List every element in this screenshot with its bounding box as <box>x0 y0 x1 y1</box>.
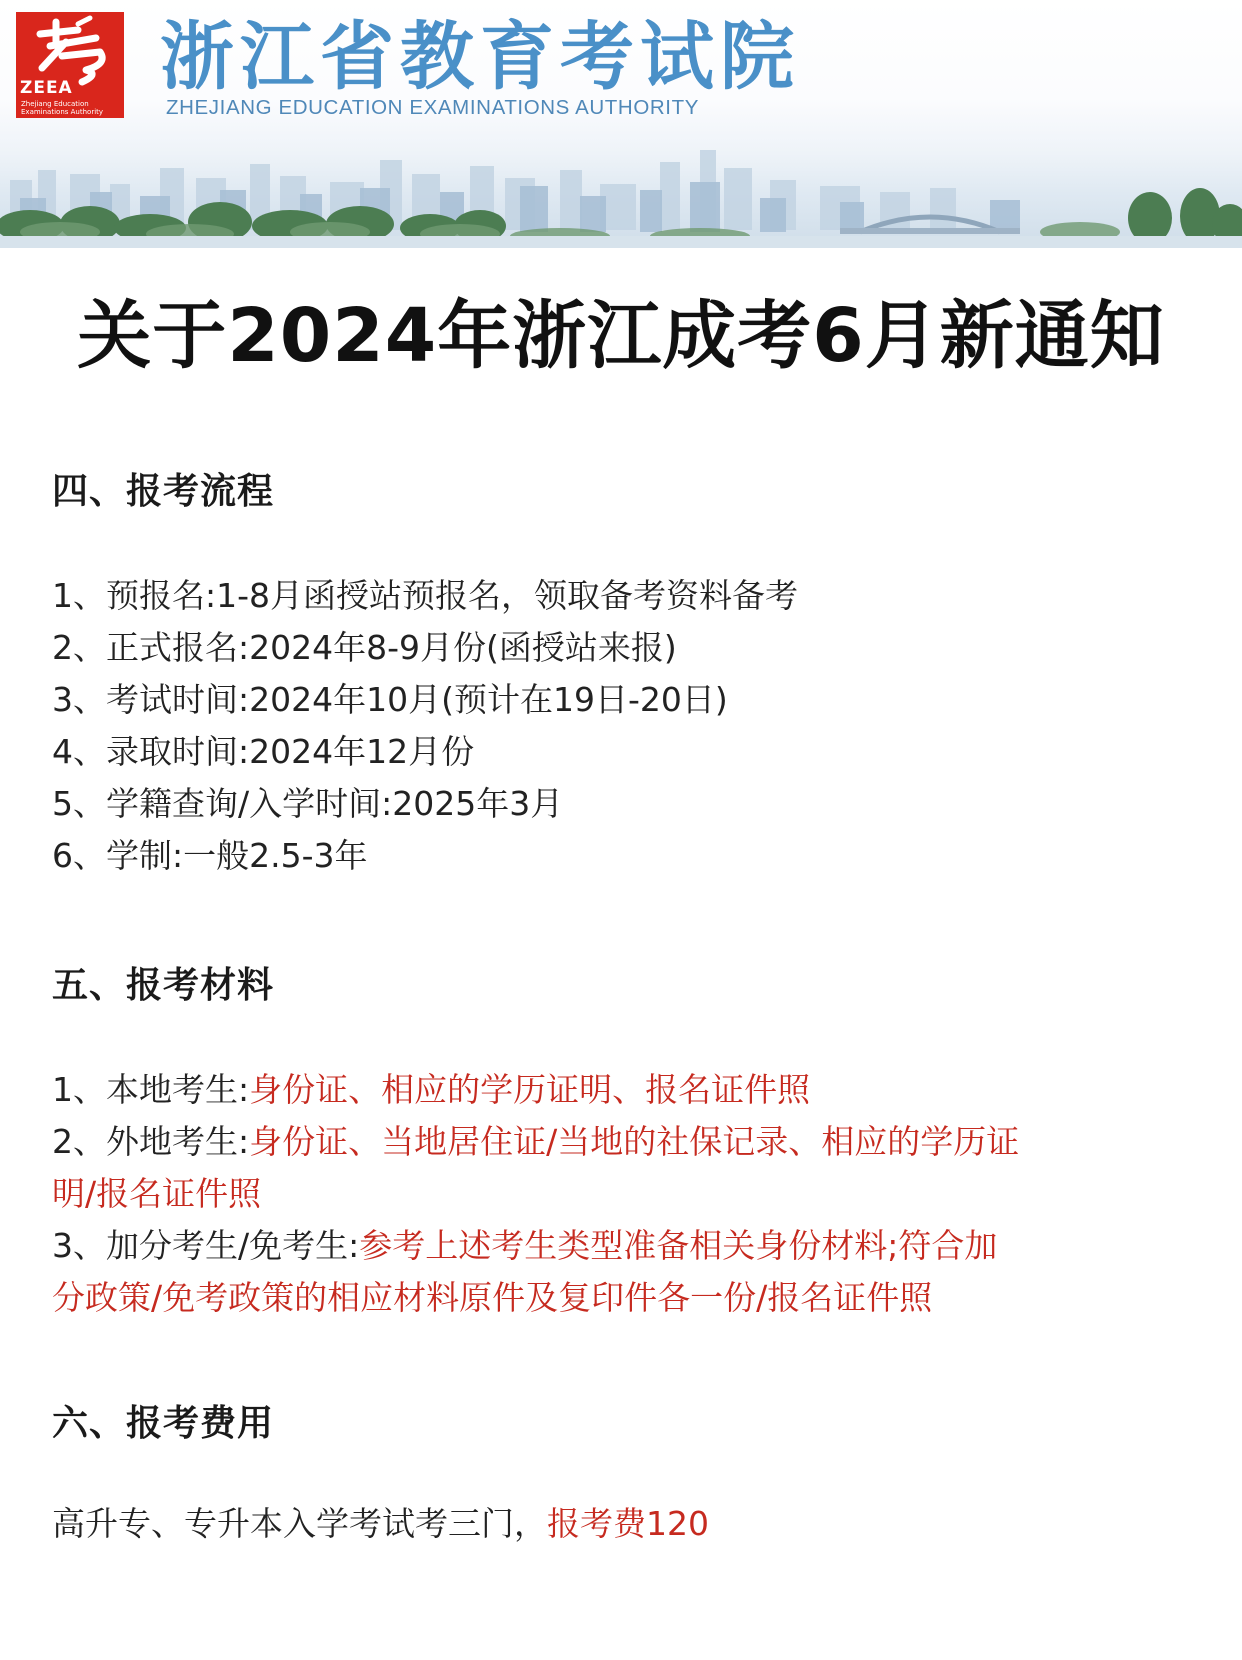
fees-description: 高升专、专升本入学考试考三门， <box>52 1504 547 1543</box>
materials-item-label: 1、本地考生: <box>52 1070 250 1109</box>
materials-item-value: 身份证、当地居住证/当地的社保记录、相应的学历证 <box>249 1122 1020 1161</box>
logo-subtitle-line1: Zhejiang Education <box>21 100 89 108</box>
materials-item-label: 2、外地考生: <box>52 1122 250 1161</box>
process-item: 5、学籍查询/入学时间:2025年3月 <box>52 784 564 823</box>
fees-text <box>52 1498 709 1550</box>
materials-item-value-continued: 分政策/免考政策的相应材料原件及复印件各一份/报名证件照 <box>52 1278 933 1317</box>
materials-item-local <box>52 1064 810 1116</box>
zeea-logo <box>16 12 124 118</box>
logo-subtitle-line2: Examinations Authority <box>21 108 104 116</box>
process-item: 3、考试时间:2024年10月(预计在19日-20日) <box>52 680 728 719</box>
materials-item-label: 3、加分考生/免考生: <box>52 1226 360 1265</box>
header-banner <box>0 0 1242 248</box>
materials-item-value-continued: 明/报名证件照 <box>52 1174 262 1213</box>
process-item: 6、学制:一般2.5-3年 <box>52 836 368 875</box>
city-skyline-image <box>0 140 1242 248</box>
section-heading-fees: 六、报考费用 <box>52 1403 275 1444</box>
process-item: 2、正式报名:2024年8-9月份(函授站来报) <box>52 628 677 667</box>
logo-letters: ZEEA <box>20 78 73 98</box>
process-item: 4、录取时间:2024年12月份 <box>52 732 475 771</box>
org-name-chinese: 浙江省教育考试院 <box>160 14 800 100</box>
section-heading-materials: 五、报考材料 <box>52 965 275 1006</box>
materials-item-value: 参考上述考生类型准备相关身份材料;符合加 <box>359 1226 998 1265</box>
section-heading-process: 四、报考流程 <box>52 471 275 512</box>
materials-item-nonlocal <box>52 1116 1019 1168</box>
process-item: 1、预报名:1-8月函授站预报名，领取备考资料备考 <box>52 576 799 615</box>
fees-amount: 报考费120 <box>547 1504 709 1543</box>
materials-item-value: 身份证、相应的学历证明、报名证件照 <box>249 1070 811 1109</box>
org-name-english: ZHEJIANG EDUCATION EXAMINATIONS AUTHORITY <box>166 96 699 119</box>
page-title: 关于2024年浙江成考6月新通知 <box>77 293 1165 379</box>
materials-item-bonus <box>52 1220 997 1272</box>
